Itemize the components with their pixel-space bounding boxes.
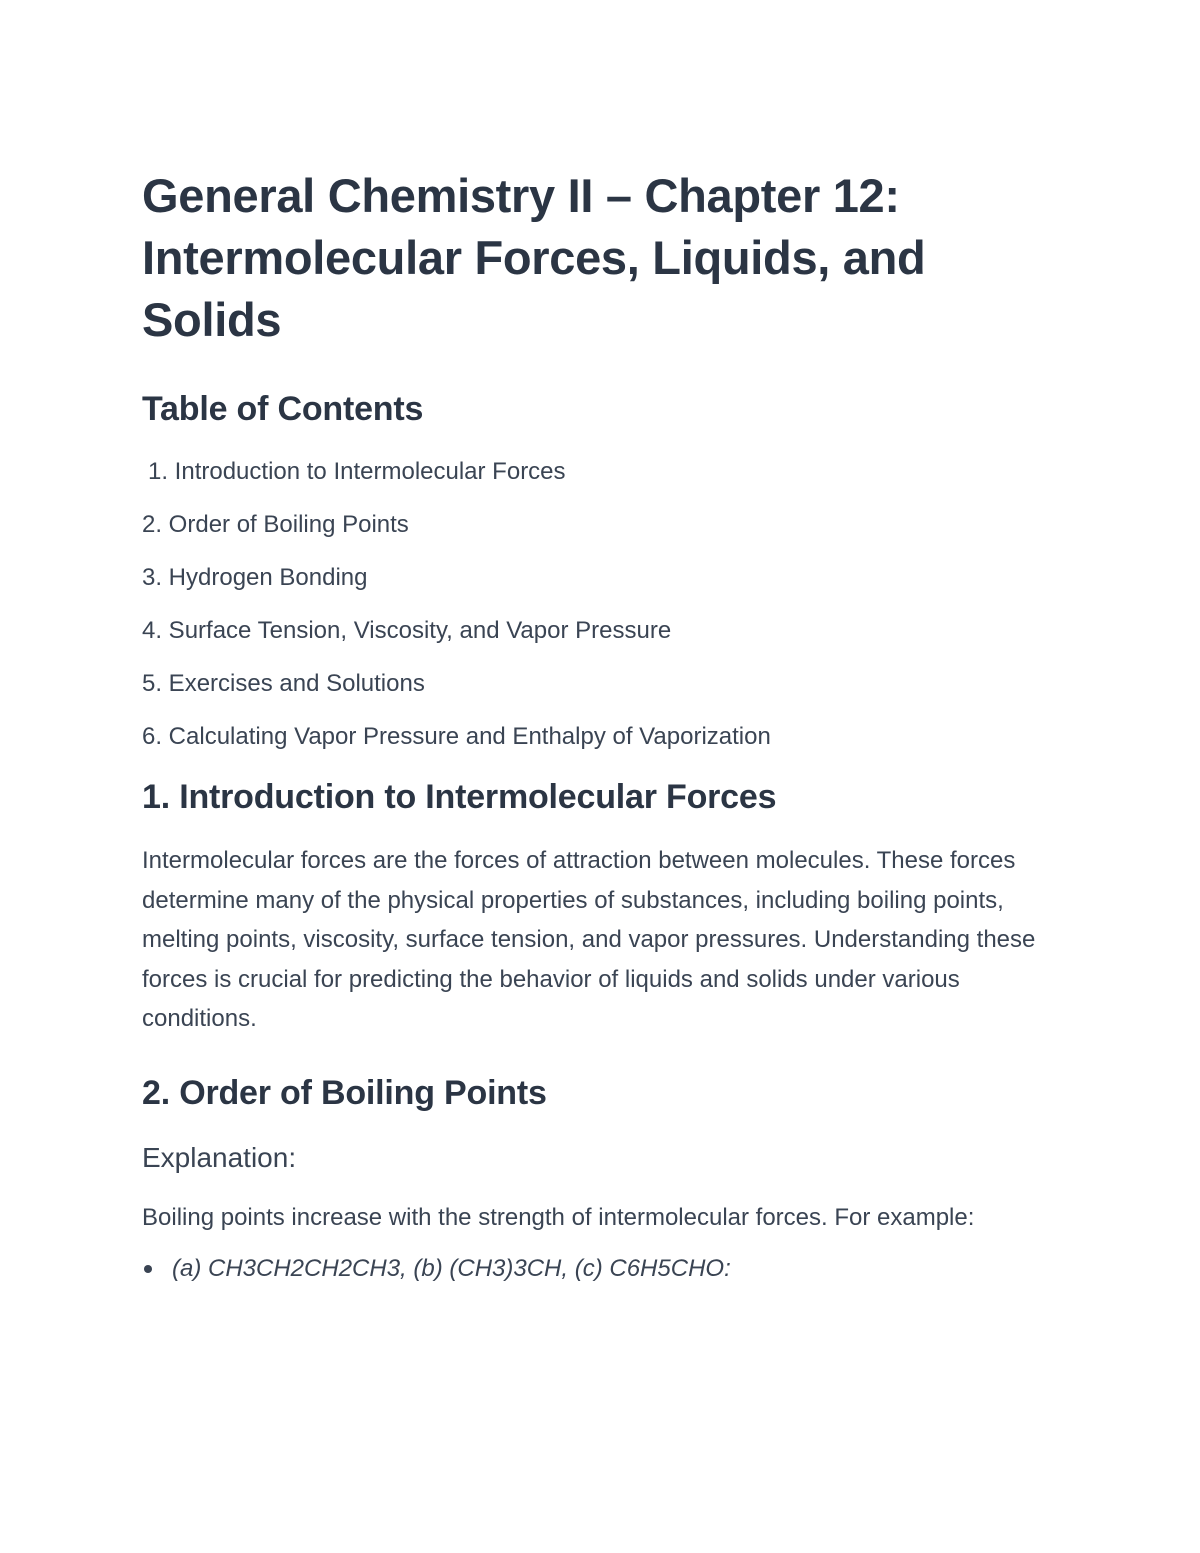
section-heading-boiling-points: 2. Order of Boiling Points	[142, 1073, 547, 1112]
explanation-subheading: Explanation:	[142, 1141, 297, 1173]
table-of-contents	[142, 457, 1042, 752]
section-introduction-paragraph: Intermolecular forces are the forces of attraction between molecules. These forces determine many of the physical properties of substances, including boiling points, melting points, viscosity, surface tension, and vapor pressures. Understanding these forces is crucial for predicting the behavior of liquids and solids under various conditions.	[142, 847, 1036, 1032]
compound-list	[142, 1249, 1042, 1289]
section-heading-introduction: 1. Introduction to Intermolecular Forces	[142, 778, 777, 816]
bullet-icon	[144, 1265, 152, 1273]
compound-list-item-text: (a) CH3CH2CH2CH3, (b) (CH3)3CH, (c) C6H5CHO:	[172, 1255, 731, 1282]
toc-item: 6. Calculating Vapor Pressure and Enthalpy of Vaporization	[142, 723, 771, 750]
toc-item: 4. Surface Tension, Viscosity, and Vapor Pressure	[142, 617, 672, 644]
toc-item: 1. Introduction to Intermolecular Forces	[148, 458, 566, 485]
explanation-paragraph: Boiling points increase with the strength of intermolecular forces. For example:	[142, 1203, 975, 1231]
list-item	[142, 1249, 1042, 1289]
toc-item: 5. Exercises and Solutions	[142, 670, 425, 697]
document-page	[142, 165, 1042, 1289]
toc-heading: Table of Contents	[142, 390, 424, 428]
document-title: General Chemistry II – Chapter 12: Intermolecular Forces, Liquids, and Solids	[142, 169, 926, 346]
toc-item: 2. Order of Boiling Points	[142, 511, 409, 538]
toc-item: 3. Hydrogen Bonding	[142, 564, 368, 591]
